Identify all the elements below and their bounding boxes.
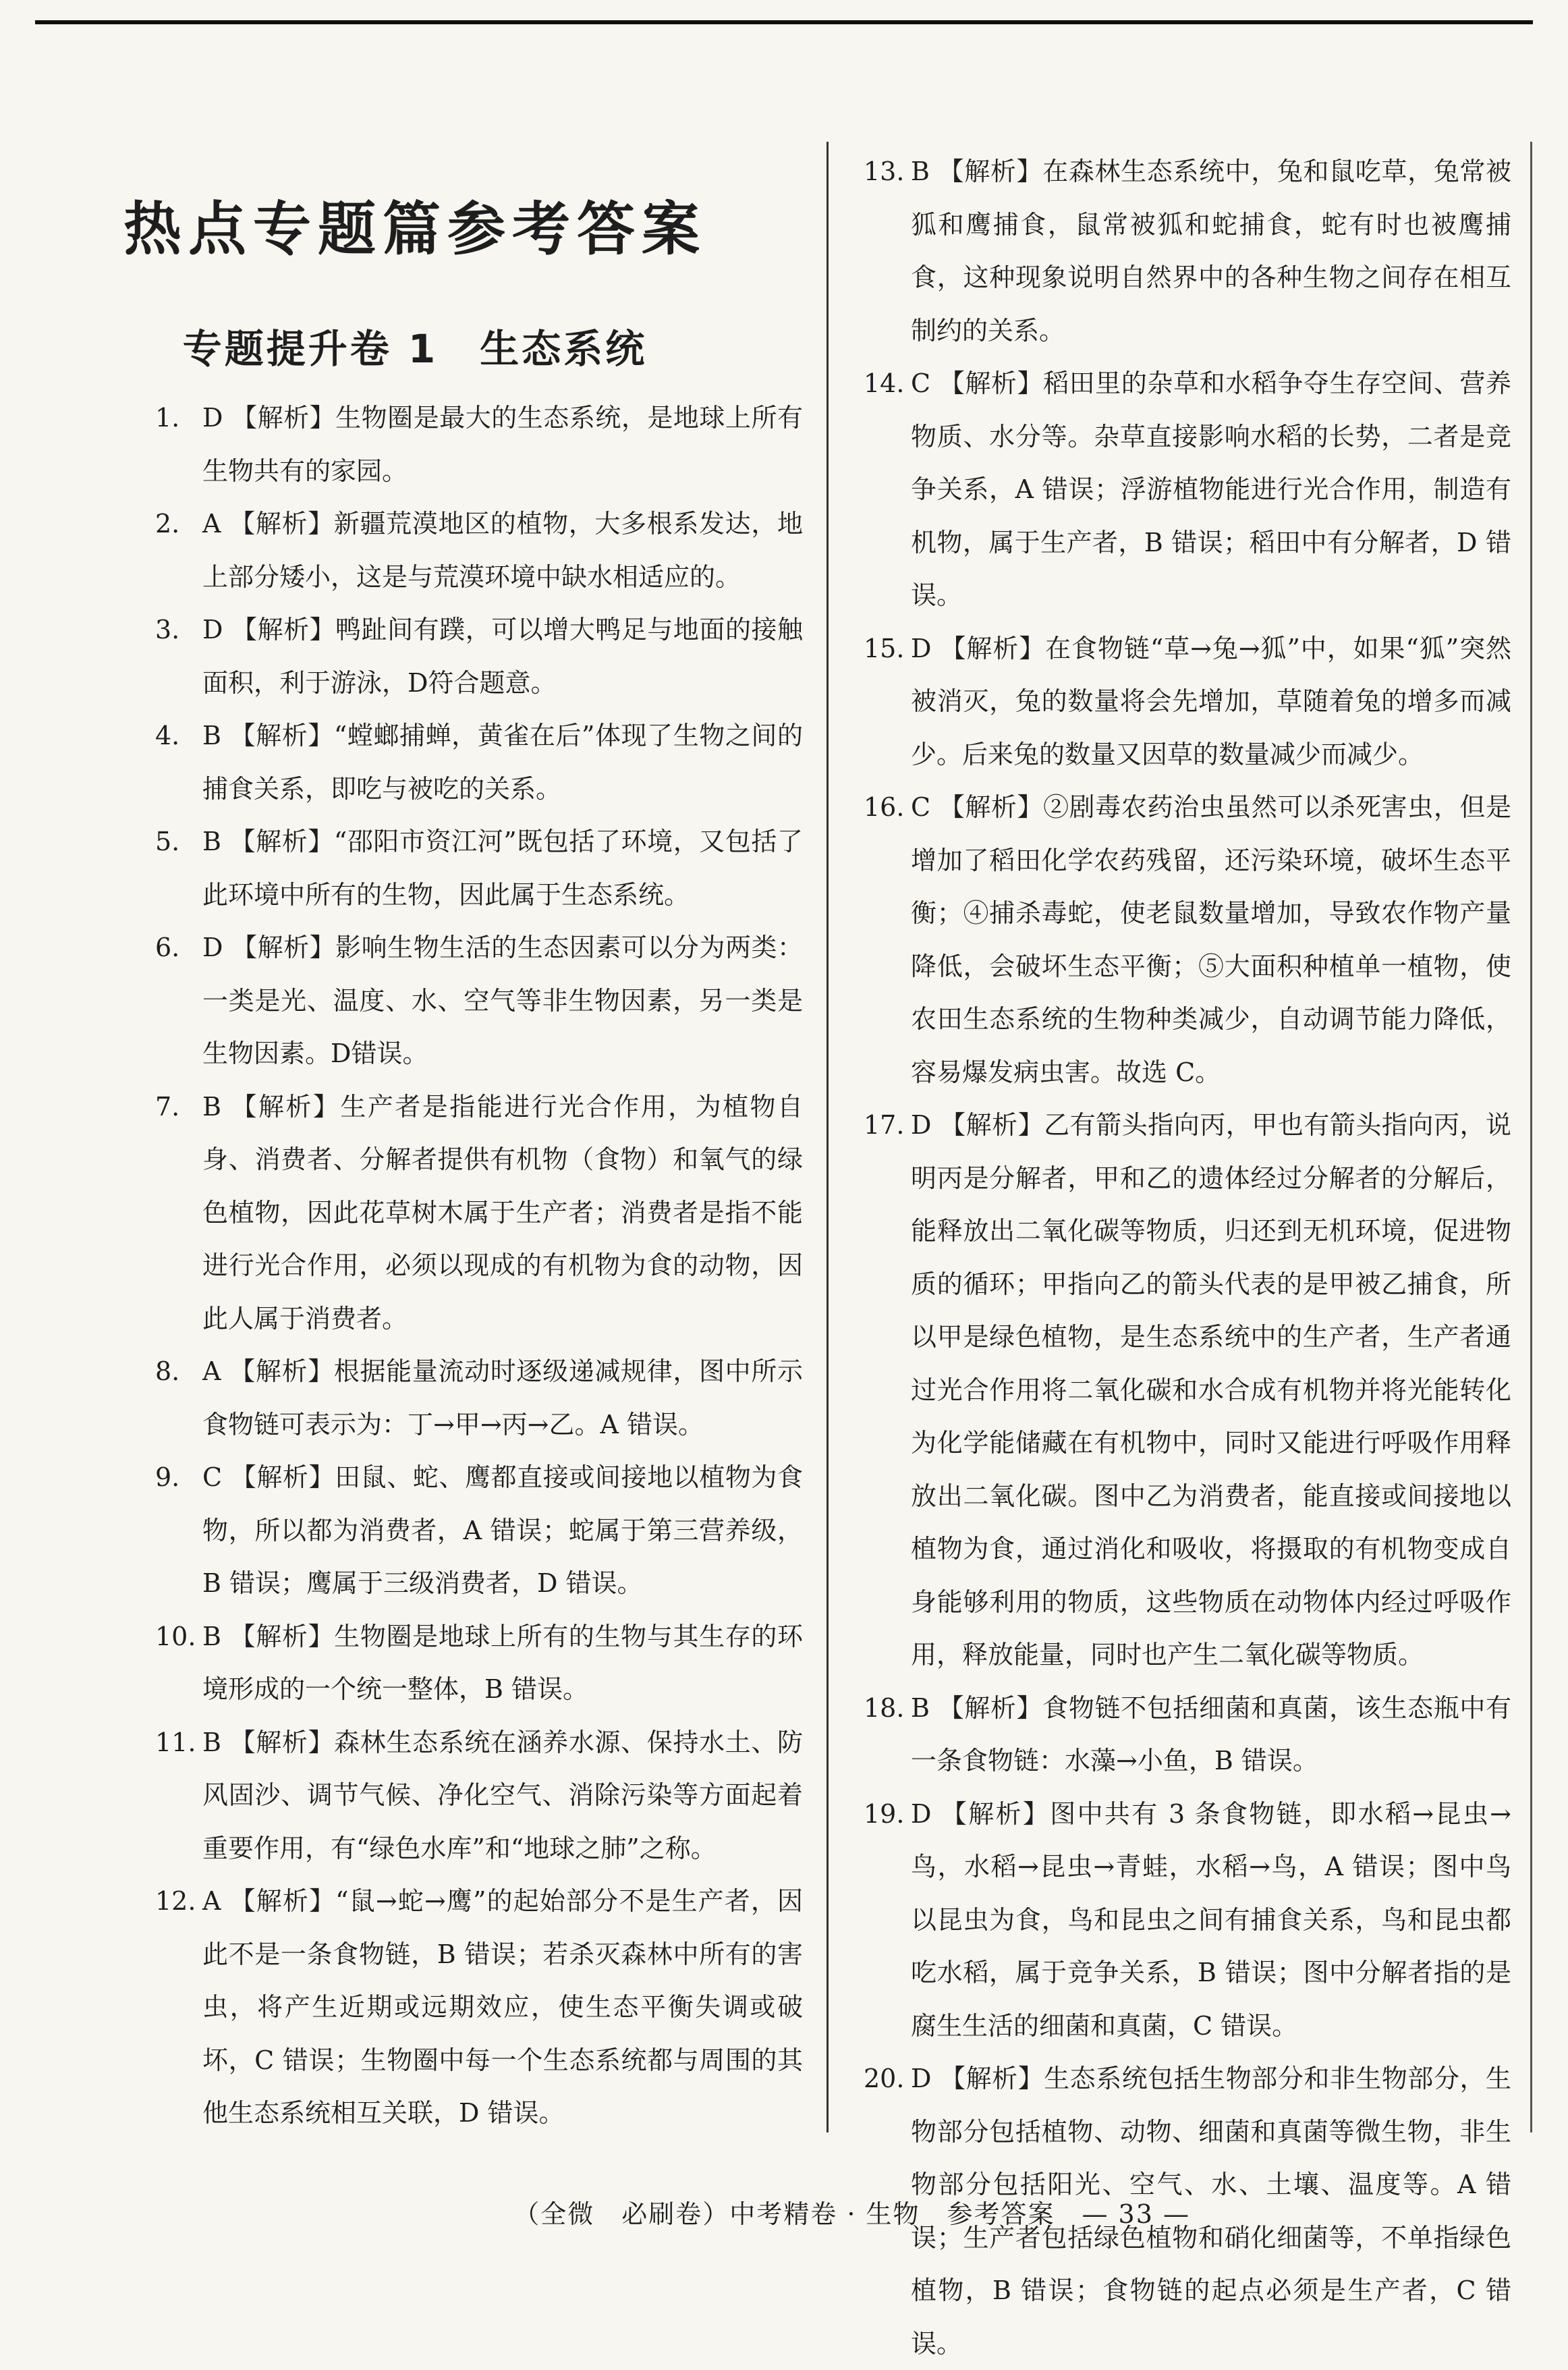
answer-item xyxy=(155,921,803,1080)
answer-text: D 【解析】鸭趾间有蹼，可以增大鸭足与地面的接触面积，利于游泳，D符合题意。 xyxy=(202,615,803,698)
left-column xyxy=(155,391,803,2140)
answer-text: B 【解析】“螳螂捕蝉，黄雀在后”体现了生物之间的捕食关系，即吃与被吃的关系。 xyxy=(202,721,803,804)
answer-text: D 【解析】生物圈是最大的生态系统，是地球上所有生物共有的家园。 xyxy=(202,403,803,486)
page-title: 热点专题篇参考答案 xyxy=(123,196,706,263)
answer-number: 7. xyxy=(155,1091,180,1122)
answer-text: C 【解析】田鼠、蛇、鹰都直接或间接地以植物为食物，所以都为消费者，A 错误；蛇属于第三营养级，B 错误；鹰属于三级消费者，D 错误。 xyxy=(202,1462,803,1598)
answer-number: 9. xyxy=(155,1462,180,1492)
answer-item xyxy=(155,603,803,709)
answer-number: 1. xyxy=(155,403,180,433)
answer-number: 5. xyxy=(155,827,180,856)
answer-item xyxy=(155,1080,803,1346)
answer-text: C 【解析】稻田里的杂草和水稻争夺生存空间、营养物质、水分等。杂草直接影响水稻的长势，二者是竞争关系，A 错误；浮游植物能进行光合作用，制造有机物，属于生产者，B 错误；稻田中有分解者，D 错误。 xyxy=(911,368,1511,610)
answer-item xyxy=(864,357,1511,622)
answer-number: 12. xyxy=(155,1886,196,1916)
top-rule xyxy=(35,20,1533,24)
answer-text: D 【解析】生态系统包括生物部分和非生物部分，生物部分包括植物、动物、细菌和真菌等微生物，非生物部分包括阳光、空气、水、土壤、温度等。A 错误；生产者包括绿色植物和硝化细菌等，不单指绿色植物，B 错误；食物链的起点必须是生产者，C 错误。 xyxy=(911,2064,1511,2359)
answer-number: 14. xyxy=(864,368,905,398)
answer-number: 17. xyxy=(864,1110,905,1140)
right-column xyxy=(864,145,1511,2370)
answer-text: D 【解析】乙有箭头指向丙，甲也有箭头指向丙，说明丙是分解者，甲和乙的遗体经过分解者的分解后，能释放出二氧化碳等物质，归还到无机环境，促进物质的循环；甲指向乙的箭头代表的是甲被乙捕食，所以甲是绿色植物，是生态系统中的生产者，生产者通过光合作用将二氧化碳和水合成有机物并将光能转化为化学能储藏在有机物中，同时又能进行呼吸作用释放出二氧化碳。图中乙为消费者，能直接或间接地以植物为食，通过消化和吸收，将摄取的有机物变成自身能够利用的物质，这些物质在动物体内经过呼吸作用，释放能量，同时也产生二氧化碳等物质。 xyxy=(911,1110,1511,1670)
answer-text: B 【解析】在森林生态系统中，兔和鼠吃草，兔常被狐和鹰捕食，鼠常被狐和蛇捕食，蛇有时也被鹰捕食，这种现象说明自然界中的各种生物之间存在相互制约的关系。 xyxy=(911,157,1511,346)
right-margin-rule xyxy=(1530,142,1532,2132)
answer-number: 2. xyxy=(155,509,180,539)
answer-text: D 【解析】在食物链“草→兔→狐”中，如果“狐”突然被消灭，兔的数量将会先增加，草随着兔的增多而减少。后来兔的数量又因草的数量减少而减少。 xyxy=(911,633,1511,769)
answer-item xyxy=(155,391,803,497)
answer-text: A 【解析】“鼠→蛇→鹰”的起始部分不是生产者，因此不是一条食物链，B 错误；若杀灭森林中所有的害虫，将产生近期或远期效应，使生态平衡失调或破坏，C 错误；生物圈中每一个生态系统都与周围的其他生态系统相互关联，D 错误。 xyxy=(202,1886,803,2128)
answer-number: 8. xyxy=(155,1356,180,1386)
answer-number: 13. xyxy=(864,157,905,186)
answer-item xyxy=(155,1610,803,1716)
answer-item xyxy=(155,497,803,603)
answer-item xyxy=(864,781,1511,1099)
answer-item xyxy=(864,1682,1511,1788)
answer-item xyxy=(155,1875,803,2140)
answer-item xyxy=(864,622,1511,781)
answer-number: 10. xyxy=(155,1621,196,1651)
column-divider xyxy=(827,142,829,2132)
answer-number: 18. xyxy=(864,1692,905,1723)
answer-text: D 【解析】图中共有 3 条食物链，即水稻→昆虫→鸟，水稻→昆虫→青蛙，水稻→鸟，A 错误；图中鸟以昆虫为食，鸟和昆虫之间有捕食关系，鸟和昆虫都吃水稻，属于竞争关系，B 错误；图中分解者指的是腐生生活的细菌和真菌，C 错误。 xyxy=(911,1798,1511,2041)
answer-item xyxy=(155,815,803,921)
answer-item xyxy=(155,1716,803,1875)
answer-item xyxy=(155,1345,803,1451)
answer-text: A 【解析】根据能量流动时逐级递减规律，图中所示食物链可表示为：丁→甲→丙→乙。A 错误。 xyxy=(202,1356,803,1439)
answer-item xyxy=(864,145,1511,357)
answer-text: A 【解析】新疆荒漠地区的植物，大多根系发达，地上部分矮小，这是与荒漠环境中缺水相适应的。 xyxy=(202,509,803,592)
answer-item xyxy=(155,1451,803,1610)
answer-text: B 【解析】生产者是指能进行光合作用，为植物自身、消费者、分解者提供有机物（食物）和氧气的绿色植物，因此花草树木属于生产者；消费者是指不能进行光合作用，必须以现成的有机物为食的动物，因此人属于消费者。 xyxy=(202,1091,803,1333)
answer-number: 3. xyxy=(155,615,180,644)
answer-number: 16. xyxy=(864,792,905,822)
answer-item xyxy=(155,709,803,815)
section-title: 专题提升卷 1 生态系统 xyxy=(182,326,648,372)
answer-number: 15. xyxy=(864,633,905,663)
answer-text: B 【解析】食物链不包括细菌和真菌，该生态瓶中有一条食物链：水藻→小鱼，B 错误。 xyxy=(911,1692,1511,1775)
answer-number: 4. xyxy=(155,721,180,750)
answer-text: B 【解析】“邵阳市资江河”既包括了环境，又包括了此环境中所有的生物，因此属于生态系统。 xyxy=(202,827,803,910)
answer-text: D 【解析】影响生物生活的生态因素可以分为两类：一类是光、温度、水、空气等非生物因素，另一类是生物因素。D错误。 xyxy=(202,933,803,1068)
answer-number: 11. xyxy=(155,1727,196,1757)
answer-text: B 【解析】生物圈是地球上所有的生物与其生存的环境形成的一个统一整体，B 错误。 xyxy=(202,1621,803,1704)
answer-number: 20. xyxy=(864,2064,905,2093)
answer-number: 19. xyxy=(864,1798,905,1829)
answer-number: 6. xyxy=(155,933,180,962)
page-footer: （全微 必刷卷）中考精卷 · 生物 参考答案 — 33 — xyxy=(513,2199,1190,2229)
answer-text: C 【解析】②剧毒农药治虫虽然可以杀死害虫，但是增加了稻田化学农药残留，还污染环境，破坏生态平衡；④捕杀毒蛇，使老鼠数量增加，导致农作物产量降低，会破坏生态平衡；⑤大面积种植单一植物，使农田生态系统的生物种类减少，自动调节能力降低，容易爆发病虫害。故选 C。 xyxy=(911,792,1511,1087)
answer-item xyxy=(864,1099,1511,1682)
answer-item xyxy=(864,1788,1511,2053)
answer-text: B 【解析】森林生态系统在涵养水源、保持水土、防风固沙、调节气候、净化空气、消除污染等方面起着重要作用，有“绿色水库”和“地球之肺”之称。 xyxy=(202,1727,803,1863)
